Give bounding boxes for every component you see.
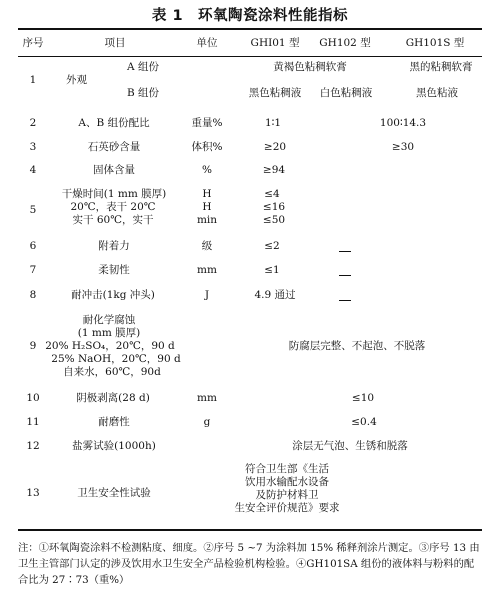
row-gh101: ≤2 [264,240,280,252]
row-gh101-line: ≤4 [264,188,280,200]
row-item: 固体含量 [93,164,135,176]
row-value-line: 生安全评价规范》要求 [234,502,340,514]
row-item: 盐雾试验(1000h) [72,440,156,452]
row-item-line: 25% NaOH，20℃，90 d [51,353,181,365]
row-no: 7 [29,264,37,276]
row-no: 2 [29,117,37,129]
row-gh101: ≥94 [262,164,286,176]
row-a-gh101s: 黑的粘稠软膏 [409,61,473,73]
header-item: 项目 [104,37,126,49]
header-rule [18,56,482,57]
row-unit: mm [197,264,217,276]
row-gh102-101s: 100∶14.3 [379,117,427,129]
row-item: 卫生安全性试验 [77,487,151,499]
row-no: 11 [26,416,40,428]
row-unit-line: H [202,201,212,213]
row-unit: J [204,289,210,301]
table-footnote: 注：①环氧陶瓷涂料不检测粘度、细度。②序号 5 ~7 为涂料加 15% 稀释剂涂片测定。③序号 13 由卫生主管部门认定的涉及饮用水卫生安全产品检验机构检验。④GH101SA 组份的液体料与粉料的配合比为 27∶73（重%） [18,542,480,586]
row-item: 耐冲击(1kg 冲头) [71,289,155,301]
row-item: 石英砂含量 [87,141,141,153]
row-sub-b: B 组份 [126,87,160,99]
row-gh101: ≤1 [264,264,280,276]
row-result: 防腐层完整、不起泡、不脱落 [288,340,426,352]
header-unit: 单位 [196,37,218,49]
header-gh102: GH102 型 [319,37,371,49]
row-gh101: ≥20 [263,141,287,153]
row-no: 10 [26,392,40,404]
row-value: ≤0.4 [351,416,377,428]
row-no: 5 [29,204,37,216]
row-item-line: (1 mm 膜厚) [77,327,141,339]
row-no: 12 [26,440,40,452]
row-no: 9 [29,340,37,352]
row-value-line: 符合卫生部《生活 [245,463,329,475]
dash-mark [339,275,351,276]
row-item: A、B 组份配比 [78,117,150,129]
row-item-line: 耐化学腐蚀 [82,314,136,326]
bottom-rule [18,529,482,531]
row-value: 涂层无气泡、生锈和脱落 [292,440,408,452]
dash-mark [339,300,351,301]
row-b-gh102: 白色粘稠液 [319,87,373,99]
row-item: 附着力 [98,240,130,252]
header-gh101s: GH101S 型 [405,37,465,49]
row-no: 13 [26,487,40,499]
row-item: 耐磨性 [98,416,130,428]
row-gh101-line: ≤50 [262,214,286,226]
table-title: 表 1 环氧陶瓷涂料性能指标 [151,8,349,24]
row-item: 阴极剥离(28 d) [76,392,150,404]
row-value-line: 饮用水输配水设备 [245,476,329,488]
row-unit: 重量% [191,117,223,129]
row-item-line: 20% H₂SO₄，20℃，90 d [45,340,175,352]
row-item-line: 自来水，60℃，90d [63,366,161,378]
row-value: ≤10 [351,392,375,404]
row-gh101: 1∶1 [264,117,282,129]
row-b-gh101: 黑色粘稠液 [248,87,302,99]
row-no: 4 [29,164,37,176]
top-rule [18,28,482,30]
row-unit-line: H [202,188,212,200]
row-item: 柔韧性 [98,264,130,276]
row-sub-a: A 组份 [127,61,159,73]
header-gh101: GHI01 型 [250,37,300,49]
row-a-gh101-gh102: 黄褐色粘稠软膏 [273,61,347,73]
row-gh101-line: ≤16 [262,201,286,213]
row-no: 1 [29,74,37,86]
row-item-line: 干燥时间(1 mm 膜厚) [61,188,167,200]
row-value-line: 及防护材料卫 [255,489,319,501]
row-unit-line: min [196,214,218,226]
row-unit: 级 [201,240,213,252]
row-gh101: 4.9 通过 [254,289,296,301]
header-no: 序号 [22,37,44,49]
row-gh101s: ≥30 [391,141,415,153]
row-unit: g [203,416,211,428]
row-item-line: 实干 60℃，实干 [72,214,154,226]
row-no: 6 [29,240,37,252]
row-unit: mm [197,392,217,404]
row-b-gh101s: 黑色粘液 [416,87,458,99]
row-unit: 体积% [191,141,223,153]
row-unit: % [202,164,212,176]
row-item: 外观 [66,74,87,86]
dash-mark [339,251,351,252]
row-no: 8 [29,289,37,301]
row-item-line: 20℃，表干 20℃ [70,201,156,213]
row-no: 3 [29,141,37,153]
